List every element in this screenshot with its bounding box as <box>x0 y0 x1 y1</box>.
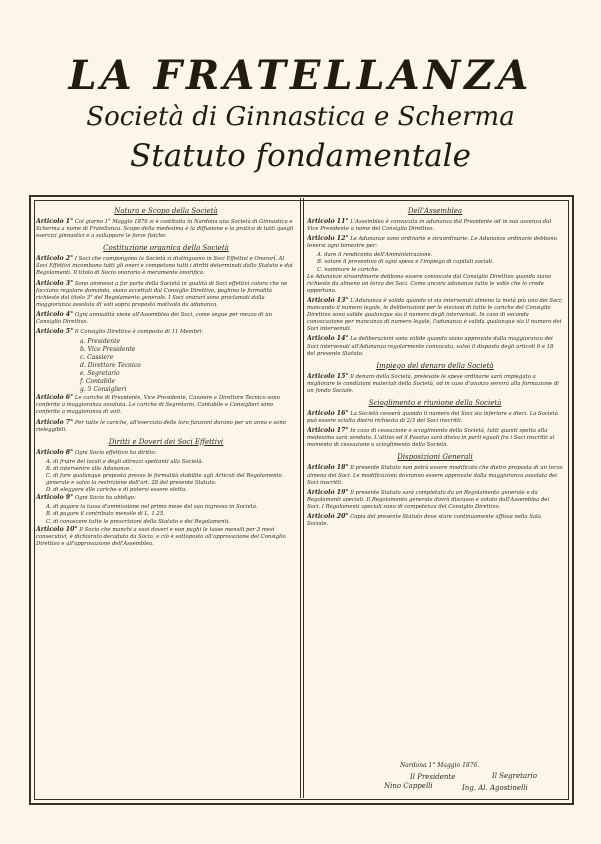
article-text: Ogni annualità viene all'Assemblea dei Soci, come segue per mezzo di un Consiglio Direttivo. <box>36 311 273 326</box>
article-text: Le Adunanze sono ordinarie e straordinarie. Le Adunanze ordinarie debbono tenersi ogni bimestre per: <box>307 236 557 250</box>
article-label: Articolo 20° <box>307 513 349 520</box>
article <box>36 419 296 434</box>
column-divider <box>300 198 301 798</box>
article-label: Articolo 19° <box>307 488 349 496</box>
article-label: Articolo 18° <box>307 464 349 472</box>
document-subtitle: Società di Ginnastica e Scherma <box>86 102 515 132</box>
article <box>307 513 563 528</box>
secretary-signature: Ing. Al. Agostinelli <box>462 784 528 792</box>
section-heading: Disposizioni Generali <box>397 453 473 462</box>
council-member-item: c. Cassiere <box>80 354 114 362</box>
article-text: Sono ammessi a far parte della Società in qualità di Soci effettivi coloro che ne facciano regolare domanda, siano accettati dal Consiglio Direttivo, paghino le formalità richieste dal titolo 3° del Regolamento generale. I Soci onorarî sono proclamati dalla maggioranza assoluta di voti sopra proposta motivata da adunanza. <box>36 280 288 308</box>
article <box>307 297 563 333</box>
document-heading: Statuto fondamentale <box>130 138 471 174</box>
article <box>307 489 563 511</box>
article <box>307 464 563 486</box>
article-text: L'Assemblea è convocata in adunanza dal Presidente od in sua assenza dal Vice Presidente a nome del Consiglio Direttivo. <box>307 219 552 233</box>
left-column <box>36 203 296 793</box>
article-label: Articolo 10° <box>36 525 78 533</box>
right-column <box>307 203 563 793</box>
paragraph: Le Adunanze straordinarie debbono essere convocate dal Consiglio Direttivo quando siano richieste da almeno un terzo dei Soci. Come ancora adunanze tutte le volte che lo crede opportuno. <box>307 273 552 294</box>
article-text: Copia del presente Statuto deve stare continuamente affissa nella Sala Sociale. <box>307 514 541 528</box>
article <box>36 255 296 277</box>
article-item: D. di eleggere alle cariche e di potervi essere eletto. <box>46 487 187 494</box>
article-item: C. di conoscere tutte le prescrizioni dello Statuto e dei Regolamenti. <box>46 518 231 525</box>
article <box>307 373 563 395</box>
article <box>36 394 296 416</box>
article-text: Il presente Statuto non potrà essere modificato che dietro proposta di un terzo almeno dei Soci. Le modificazioni dovranno essere approvate dalla maggioranza assoluta dei Soci inscritti. <box>307 465 563 486</box>
article <box>36 328 296 336</box>
section-heading: Dell'Assemblea <box>407 207 463 215</box>
section-heading: Impiego del denaro della Società <box>376 361 494 370</box>
article-item: C. nominare le cariche. <box>317 266 380 273</box>
article-label: Articolo 17° <box>307 427 349 435</box>
article-text: Ogni Socio ha obbligo: <box>74 495 136 502</box>
article-text: Per tutte le cariche, all'esercizio delle loro funzioni durano per un anno e sono rieleggibili. <box>36 419 286 433</box>
article <box>36 311 296 326</box>
article-label: Articolo 9° <box>36 494 74 502</box>
secretary-label: Il Segretario <box>492 772 537 780</box>
article-label: Articolo 3° <box>36 279 74 287</box>
article-label: Articolo 14° <box>307 335 349 343</box>
article-text: Il presente Statuto sarà completato da un Regolamento generale e da Regolamenti speciali. Il Regolamento generale dovrà discusso e votato dall'Assemblea dei Soci. I Regolamenti speciali sono di competenza del Consiglio Direttivo. <box>307 489 550 510</box>
council-member-item: e. Segretario <box>80 370 120 378</box>
council-member-item: a. Presidente <box>80 338 121 346</box>
article-label: Articolo 4° <box>36 310 74 318</box>
article-label: Articolo 7° <box>36 418 74 426</box>
article <box>307 427 563 449</box>
article-label: Articolo 12° <box>307 235 349 243</box>
article <box>307 410 563 425</box>
section-heading: Scioglimento e riunione della Società <box>368 398 502 407</box>
article-label: Articolo 6° <box>36 394 74 402</box>
article-label: Articolo 8° <box>36 448 74 456</box>
article-text: La Società cesserà quando il numero dei Soci sia inferiore a dieci. La Società può essere sciolta dietro richiesta di 2/3 dei Soci inscritti. <box>307 410 558 425</box>
article-text: Le deliberazioni sono valide quando siano approvate dalla maggioranza dei Soci intervenuti all'Adunanza regolarmente convocata, salvo il disposto degli articoli 6 e 18 del presente Statuto. <box>307 336 554 357</box>
council-member-item: f. Contabile <box>80 378 116 386</box>
section-heading: Costituzione organica della Società <box>103 244 229 253</box>
article-item: B. votare il preventivo di ogni spesa e l'impiego di capitali sociali. <box>317 259 494 266</box>
article-label: Articolo 13° <box>307 296 349 304</box>
council-member-item: g. 5 Consiglieri <box>80 386 127 394</box>
article-text: Ogni Socio effettivo ha diritto: <box>74 449 157 456</box>
article <box>307 335 563 357</box>
council-member-item: d. Direttore Tecnico <box>80 362 141 370</box>
document-title: LA FRATELLANZA <box>68 52 533 99</box>
article-item: A. dare il rendiconto dell'Amministrazione. <box>317 252 433 259</box>
article-label: Articolo 1° <box>36 218 74 225</box>
article-item: C. di fare qualunque proposta presso le formalità stabilite agli Articoli del Regolamento generale e salvo la restrizione dell'art. 28 del presente Statuto. <box>46 472 282 487</box>
article-text: Col giorno 1° Maggio 1876 si è costituita in Nardona una Società di Ginnastica e Scherma a nome di Fratellanza. Scopo della medesima è la diffusione e la pratica di tutti quegli esercizi ginnastici e a sviluppare le forze fisiche. <box>36 219 294 240</box>
article <box>36 494 296 502</box>
article-label: Articolo 5° <box>36 328 74 336</box>
article <box>36 280 296 309</box>
article-label: Articolo 15° <box>307 372 349 380</box>
article-item: B. di pagare il contributo mensile di L. 1.25. <box>46 511 165 518</box>
article <box>36 449 296 457</box>
article <box>307 218 563 233</box>
president-label: Il Presidente <box>410 773 456 781</box>
article-item: B. di intervenire alle Adunanze. <box>46 465 132 472</box>
article-item: A. di pagare la tassa d'ammissione nel primo mese del suo ingresso in Società. <box>46 504 258 511</box>
article-label: Articolo 2° <box>36 255 74 263</box>
column-divider-inner <box>303 198 304 798</box>
council-member-item: b. Vice Presidente <box>80 346 136 354</box>
section-heading: Diritti e Doveri dei Soci Effettivi <box>108 437 224 446</box>
place-date: Nardona 1° Maggio 1876. <box>400 762 480 769</box>
article-text: Il Socio che manchi a suoi doveri e non paghi le tasse mensili per 3 mesi consecutivi, è dichiarato decaduto da Socio, e ciò è sottoposto all'approvazione del Consiglio Direttivo e all'approvazione dell'Assemblea. <box>36 526 286 547</box>
article <box>36 218 296 240</box>
article-text: I Soci che compongono la Società si distinguono in Soci Effettivi e Onorarî. Al Soci Effettivi incombono tutti gli oneri e competono tutti i diritti determinati dallo Statuto e dai Regolamenti. Il titolo di Socio onorario è meramente onorifico. <box>36 256 293 277</box>
article-label: Articolo 11° <box>307 218 349 225</box>
article-text: Il Consiglio Direttivo è composto di 11 Membri: <box>74 329 203 336</box>
president-signature: Nino Cappelli <box>384 782 433 790</box>
article-text: L'Adunanza è valida quando vi sia intervenuti almeno la metà più uno dei Soci; mancando il numero legale, le deliberazioni per le elezioni di tutte le cariche del Consiglio Direttivo sono valide qualunque sia il numero degli intervenuti. In caso di seconda convocazione per mancanza di numero legale, l'adunanza è valida qualunque sia il numero dei Soci intervenuti. <box>307 297 563 333</box>
article <box>36 526 296 548</box>
article-label: Articolo 16° <box>307 409 349 417</box>
article-text: Le cariche di Presidente, Vice Presidente, Cassiere e Direttore Tecnico sono conferite a maggioranza assoluta. Le cariche di Segretario, Contabile e Consiglieri sono conferite a maggioranza di voti. <box>36 395 280 416</box>
article-item: A. di fruire dei locali e degli attrezzi spettanti alla Società. <box>46 458 204 465</box>
section-heading: Natura e Scopo della Società <box>114 207 218 215</box>
article-text: Il denaro della Società, prelevate le spese ordinarie sarà impiegato a migliorare le condizioni materiali della Società, od in caso d'avanzo servirà alla formazione di un fondo Sociale. <box>307 373 559 394</box>
article <box>307 235 563 250</box>
article-text: In caso di cessazione o scioglimento della Società, tutti quanti spetta alla medesima sarà venduto. L'attivo ed il Passivo sarà diviso in parti eguali fra i Soci inscritti al momento di cessazione o scioglimento della Società. <box>307 428 555 449</box>
